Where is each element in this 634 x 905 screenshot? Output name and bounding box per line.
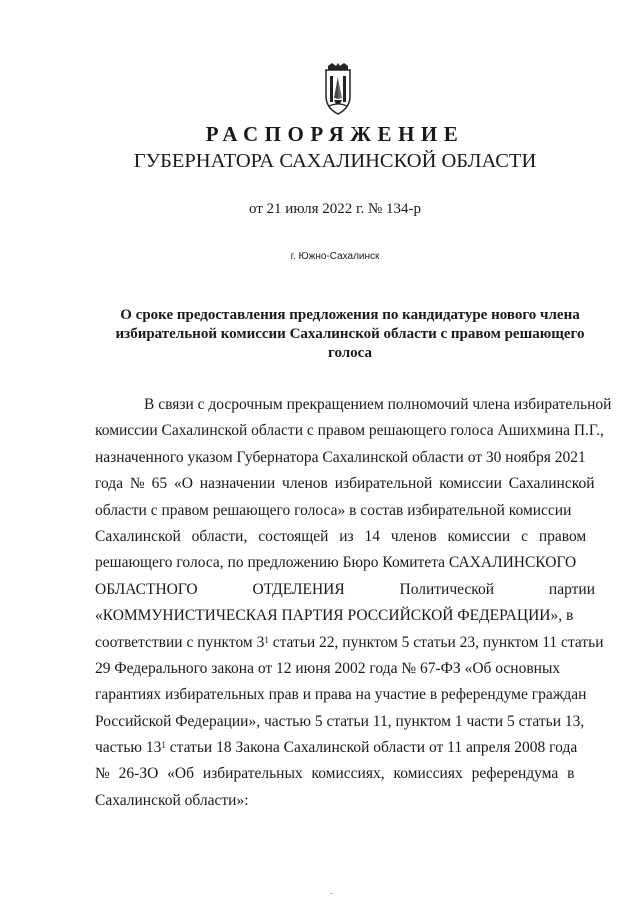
- body-line: В связи с досрочным прекращением полномочий члена избирательной: [144, 396, 612, 413]
- body-text-run: частью 13: [95, 739, 162, 757]
- body-line: области с правом решающего голоса» в состав избирательной комиссии: [95, 501, 572, 519]
- body-line: Сахалинской области, состоящей из 14 членов комиссии с правом: [95, 527, 587, 545]
- body-word: ОБЛАСТНОГО: [95, 580, 198, 598]
- body-line: «КОММУНИСТИЧЕСКАЯ ПАРТИЯ РОССИЙСКОЙ ФЕДЕРАЦИИ», в: [95, 607, 574, 625]
- body-text-run: соответствии с пунктом 3: [95, 633, 265, 651]
- body-line: года № 65 «О назначении членов избирательной комиссии Сахалинской: [95, 475, 595, 493]
- superscript: 1: [161, 740, 166, 751]
- document-subtitle: ГУБЕРНАТОРА САХАЛИНСКОЙ ОБЛАСТИ: [133, 150, 537, 172]
- body-line: 29 Федерального закона от 12 июня 2002 года № 67-ФЗ «Об основных: [95, 659, 561, 677]
- body-word: ОТДЕЛЕНИЯ: [252, 580, 345, 598]
- body-line: решающего голоса, по предложению Бюро Комитета САХАЛИНСКОГО: [95, 554, 577, 572]
- document-place: г. Южно-Сахалинск: [290, 251, 380, 262]
- document-date-number: от 21 июля 2022 г. № 134-р: [248, 201, 422, 217]
- body-line: Сахалинской области»:: [95, 791, 249, 809]
- body-text-run: статьи 22, пунктом 5 статьи 23, пунктом 11 статьи: [268, 633, 604, 651]
- body-line: [95, 735, 595, 761]
- sakhalin-coat-of-arms-icon: [322, 62, 354, 118]
- document-body: [95, 392, 612, 814]
- body-line: комиссии Сахалинской области с правом решающего голоса Ашихмина П.Г.,: [95, 422, 604, 440]
- body-line: [95, 577, 595, 603]
- document-heading: О сроке предоставления предложения по кандидатуре нового члена избирательной комиссии Сахалинской области с правом решающего голоса: [115, 307, 585, 361]
- body-line: Российской Федерации», частью 5 статьи 11, пунктом 1 части 5 статьи 13,: [95, 712, 585, 730]
- body-word: партии: [548, 580, 595, 598]
- body-line: № 26-ЗО «Об избирательных комиссиях, комиссиях референдума в: [95, 765, 575, 783]
- body-line: назначенного указом Губернатора Сахалинской области от 30 ноября 2021: [95, 448, 586, 466]
- scan-artifact: [330, 893, 333, 894]
- document-title: РАСПОРЯЖЕНИЕ: [205, 122, 465, 146]
- body-line: [95, 630, 604, 656]
- body-word: Политической: [399, 580, 495, 598]
- body-text-run: статьи 18 Закона Сахалинской области от 11 апреля 2008 года: [165, 739, 578, 757]
- superscript: 1: [264, 634, 269, 645]
- body-line: гарантиях избирательных прав и права на участие в референдуме граждан: [95, 686, 587, 704]
